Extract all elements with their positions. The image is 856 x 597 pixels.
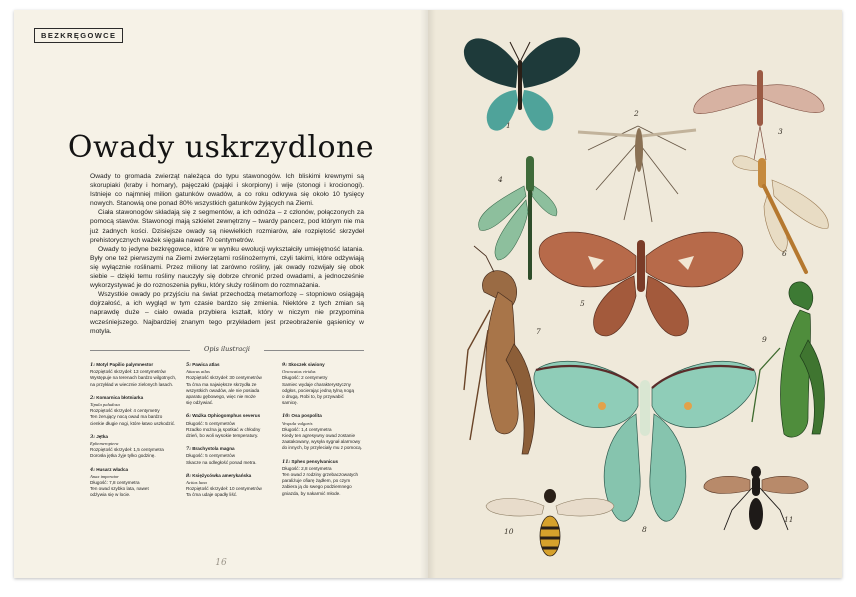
paragraph: Wszystkie owady po przyjściu na świat przechodzą metamorfozę – stopniowo osiągają dojrzałość, a ich wygląd w tym czasie bardzo się zmienia. Niektóre z tych zmian są naprawdę duże – ciało owada przybiera kształt, który w niczym nie przypomina wcześniejszego. Najbardziej znanym tego przykładem jest przeobrażenie gąsienicy w motyla. <box>90 291 364 335</box>
legend-entry-line: Kiedy ten agresywny owad zostanie <box>282 433 356 439</box>
divider <box>264 350 364 351</box>
legend-entry-line: Rozpiętość skrzydeł: 10 centymetrów <box>186 486 262 492</box>
legend-entry-line: Długość: 7,8 centymetra <box>90 480 140 486</box>
legend-entry-latin-name: Anax imperator <box>90 473 119 479</box>
legend-entry <box>282 459 372 497</box>
wasp-illustration <box>486 489 614 556</box>
legend-entry-line: do innych, by przyleciały mu z pomocą. <box>282 445 362 451</box>
legend-entry-name: Motyl Papilio palymnestor <box>96 362 154 367</box>
right-page <box>428 10 842 578</box>
legend-entry-number: 3: <box>90 434 95 440</box>
left-page <box>14 10 428 578</box>
legend-entry-latin-name: Ephemeroptera <box>90 441 119 447</box>
legend-entry-title <box>282 413 372 420</box>
figure-number: 2 <box>634 109 639 118</box>
legend-entry-number: 1: <box>90 363 95 368</box>
legend-entry-title <box>186 473 276 480</box>
legend-entry-line: Ten żerujący nocą owad ma bardzo <box>90 414 163 420</box>
legend-entry <box>186 446 276 466</box>
figure-number: 1 <box>506 121 511 130</box>
legend-entry-latin-name: Oncocatus viridus <box>282 369 316 375</box>
legend-heading-label: Opis ilustracji <box>204 345 250 353</box>
legend-entry-name: Pawica atlas <box>192 362 220 367</box>
legend-entry-line: o drugą. Robi to, by przywabić <box>282 394 344 400</box>
legend-entry-title <box>90 467 180 474</box>
legend-entry-line: Długość: 1,4 centymetra <box>282 426 332 432</box>
atlas-moth-illustration <box>539 232 743 336</box>
legend-entry-line: Długość: 5 centymetrów <box>186 420 236 426</box>
legend-entry <box>90 434 180 460</box>
legend-entry-number: 7: <box>186 447 191 453</box>
legend-entry-title <box>282 459 372 466</box>
legend-entry-title <box>90 434 180 441</box>
legend-entry-number: 8: <box>186 473 191 479</box>
legend-entry <box>90 467 180 499</box>
green-grasshopper-illustration <box>752 282 824 437</box>
legend-entry-line: się odżywiać. <box>186 400 214 406</box>
legend-entry <box>90 362 180 388</box>
legend-entry-line: dzień, bo woli wysokie temperatury. <box>186 433 259 439</box>
legend-entry-title <box>90 395 180 402</box>
legend-entry-name: Ważka Ophiogomphus severus <box>192 413 261 419</box>
legend-entry <box>282 362 372 406</box>
legend-entry-title <box>282 362 372 369</box>
figure-number: 9 <box>762 335 767 344</box>
book-spread <box>14 10 842 578</box>
legend-entry-name: Osa pospolita <box>291 413 322 419</box>
legend-entry-line: na przykład w wiecznie zielonych lasach. <box>90 381 174 387</box>
legend-entry-name: Sphex pensylvanicus <box>291 458 339 464</box>
legend-entry-number: 9: <box>282 363 287 368</box>
legend-entry-line: samicę. <box>282 400 298 406</box>
legend-entry <box>186 413 276 439</box>
dragonfly-illustration <box>733 156 829 272</box>
figure-number: 8 <box>642 525 647 534</box>
legend-entry-latin-name: Actias luna <box>186 480 207 486</box>
legend-entry-title <box>186 413 276 420</box>
figure-number: 7 <box>536 327 541 336</box>
body-text <box>90 172 364 336</box>
legend-entry-line: wszystkich owadów, ale nie posiada <box>186 387 260 393</box>
legend-entry-line: Samiec wydaje charakterystyczny <box>282 381 351 387</box>
legend-entry-name: Brachystola magna <box>192 446 235 452</box>
section-tag: BEZKRĘGOWCE <box>34 28 123 43</box>
legend-entry-latin-name: Attacus atlas <box>186 369 210 375</box>
figure-number: 5 <box>580 299 585 308</box>
legend-entry-title <box>90 362 180 369</box>
legend-entry <box>282 413 372 451</box>
legend-entry-line: Długość: 2,8 centymetra <box>282 465 332 471</box>
grasshopper-illustration <box>464 246 535 454</box>
legend-entry-line: Rozpiętość skrzydeł: 1,5 centymetra <box>90 447 164 453</box>
butterfly-illustration <box>464 37 580 130</box>
legend-entry-line: aparatu gębowego, więc nie może <box>186 394 256 400</box>
legend-entry-number: 11: <box>282 459 291 465</box>
legend-entry-line: paraliżuje ofiarę żądłem, po czym <box>282 478 351 484</box>
legend-entry <box>90 395 180 427</box>
legend-entry <box>186 362 276 406</box>
legend-entry-line: odżywia się w locie. <box>90 492 131 498</box>
legend-entry-name: Księżycówka amerykańska <box>192 472 252 478</box>
legend-entry-number: 10: <box>282 414 291 420</box>
figure-number: 6 <box>782 249 787 258</box>
legend-entry-number: 6: <box>186 414 191 420</box>
legend-entry-name: Skoczek siwiony <box>288 362 325 367</box>
legend-entry-line: zaatakowany, wysyła sygnał alarmowy <box>282 439 361 445</box>
legend-entry-line: Ten owad z rodziny grzebaczowatych <box>282 472 359 478</box>
insect-plate <box>428 10 842 578</box>
legend-entry-line: Rozpiętość skrzydeł: 4 centymetry <box>90 408 160 414</box>
page-title: Owady uskrzydlone <box>67 130 375 165</box>
legend-entry-number: 5: <box>186 363 191 368</box>
legend-column <box>90 362 180 506</box>
figure-number: 11 <box>784 515 794 524</box>
mayfly-illustration <box>694 70 824 160</box>
legend-entry-name: Komarnica błotniarka <box>96 394 144 400</box>
legend-entry-title <box>186 362 276 369</box>
legend-entry-line: Ta ćma udaje opadły liść. <box>186 492 238 498</box>
legend-entry-name: Jętka <box>96 433 108 439</box>
legend-entry-line: Skacze na odległość ponad metra. <box>186 459 257 465</box>
paragraph: Owady to jedyne bezkręgowce, które w wyniku ewolucji wykształciły umiejętność latania. Były one też pierwszymi na Ziemi zwierzętami roślinożernymi, czyli takimi, które odżywiają się wyłącznie roślinami. Przez miliony lat zarówno rośliny, jak owady rozwijały się obok siebie – dzięki temu rośliny nauczyły się dobrze chronić przed owadami, a jednocześnie wykorzystywać je do roznoszenia pyłku, który służy roślinom do rozmnażania. <box>90 245 364 290</box>
figure-number: 3 <box>778 127 783 136</box>
legend-column <box>282 362 372 506</box>
legend-heading <box>90 344 364 356</box>
crane-fly-illustration <box>578 126 696 222</box>
legend-entry-line: Dorosła jętka żyje tylko godzinę. <box>90 453 156 459</box>
legend-entry-line: odgłos, pocierając jedną tylną nogą <box>282 387 355 393</box>
figure-number: 10 <box>504 527 514 536</box>
legend-entry-title <box>186 446 276 453</box>
legend-column <box>186 362 276 506</box>
legend-entry-number: 2: <box>90 395 95 401</box>
legend-entry <box>186 473 276 499</box>
legend-entry-line: Rozpiętość skrzydeł: 30 centymetrów <box>186 375 262 381</box>
paragraph: Ciała stawonogów składają się z segmentów, a ich odnóża – z członów, połączonych za pomocą stawów. Stawonogi mają szkielet zewnętrzny – twardy pancerz, pod którym nie ma już żadnych kości. Dzisiejsze owady są niewielkich rozmiarów, ale rozpiętość skrzydeł prehistorycznych ważek sięgała nawet 70 centymetrów. <box>90 209 364 244</box>
legend-entry-name: Husarz władca <box>96 466 129 472</box>
legend-entry-line: Występuje na terenach bardzo wilgotnych, <box>90 375 177 381</box>
legend-entry-line: cienkie długie nogi, które łatwo uszkodzić. <box>90 420 176 426</box>
legend-entry-latin-name: Tipula paludosa <box>90 402 120 408</box>
legend-entry-line: zabiera ją do swego podziemnego <box>282 484 352 490</box>
legend-entry-line: Rzadko można ją spotkać w chłodny <box>186 426 261 432</box>
legend-entry-line: Długość: 2 centymetry <box>282 375 328 381</box>
illustration-legend <box>90 362 376 506</box>
legend-entry-line: Rozpiętość skrzydeł: 13 centymetrów <box>90 369 166 375</box>
page-number: 16 <box>215 558 227 568</box>
legend-entry-line: Długość: 5 centymetrów <box>186 453 236 459</box>
legend-entry-line: gniazda, by nakarmić młode. <box>282 490 341 496</box>
legend-entry-number: 4: <box>90 467 95 473</box>
luna-moth-illustration <box>534 361 756 521</box>
legend-entry-line: Ta ćma ma największe skrzydła ze <box>186 381 257 387</box>
paragraph: Owady to gromada zwierząt należąca do typu stawonogów. Ich bliskimi krewnymi są skorupiaki (kraby i homary), pajęczaki (pająki i skorpiony) i wije (stonogi i krocionogi). Istnieje co najmniej milion gatunków owadów, a co roku odkrywa się około 10 tysięcy nowych. Stanowią one ponad 80% wszystkich gatunków żyjących na Ziemi. <box>90 173 364 208</box>
figure-number: 4 <box>498 175 503 184</box>
legend-entry-latin-name: Vespula vulgaris <box>282 420 313 426</box>
legend-entry-line: Ten owad szybko lata, nawet <box>90 486 149 492</box>
